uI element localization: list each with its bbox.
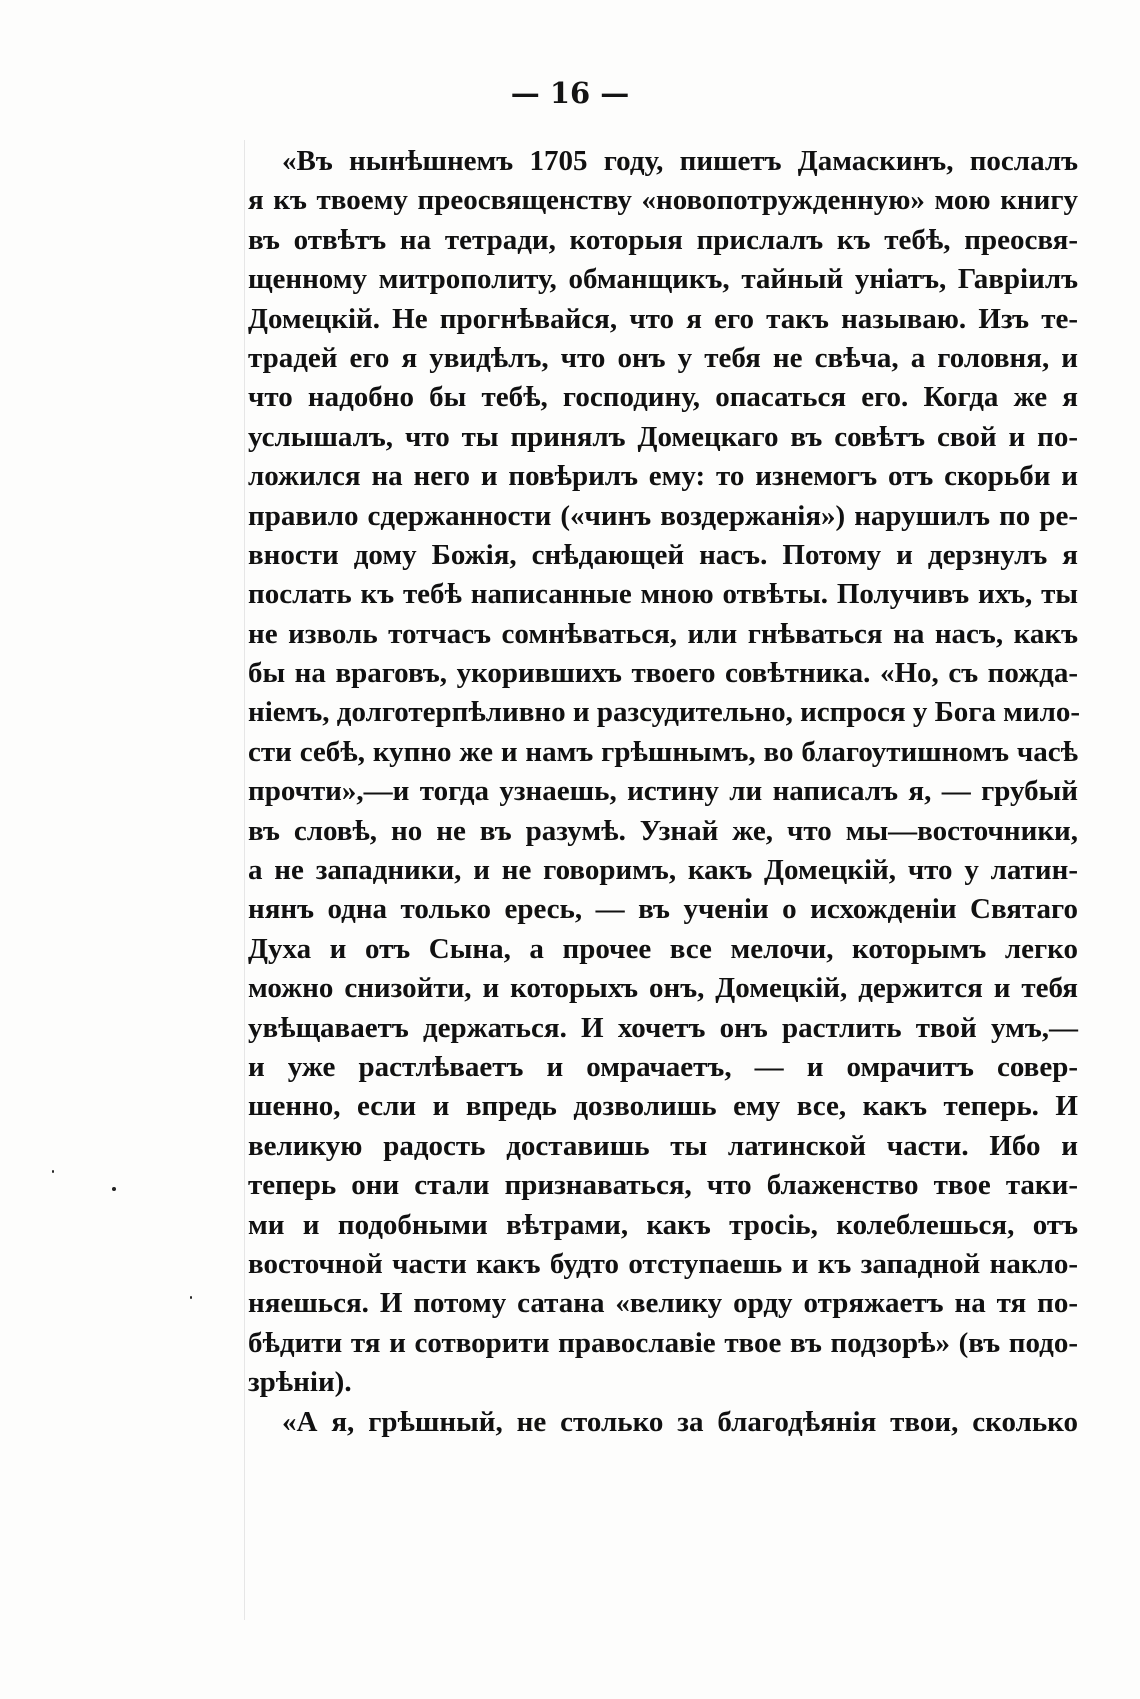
page-number: — 16 — xyxy=(510,76,630,110)
text-line: «А я, грѣшный, не столько за благодѣянія твои, сколько xyxy=(282,1405,1078,1438)
text-line: Домецкій. Не прогнѣвайся, что я его такъ называю. Изъ те- xyxy=(248,302,1078,335)
text-line: великую радость доставишь ты латинской части. Ибо и xyxy=(248,1129,1078,1162)
text-line: услышалъ, что ты принялъ Домецкаго въ совѣтъ свой и по- xyxy=(248,420,1078,453)
text-line: щенному митрополиту, обманщикъ, тайный уніатъ, Гавріилъ xyxy=(248,263,1078,296)
text-line: я къ твоему преосвященству «новопотружденную» мою книгу xyxy=(248,184,1078,217)
text-line: увѣщаваетъ держаться. И хочетъ онъ растлить твой умъ,— xyxy=(248,1011,1078,1044)
text-line: восточной части какъ будто отступаешь и къ западной накло- xyxy=(248,1247,1078,1280)
text-line: Духа и отъ Сына, а прочее все мелочи, которымъ легко xyxy=(248,932,1078,965)
text-line: въ отвѣтъ на тетради, которыя прислалъ къ тебѣ, преосвя- xyxy=(248,223,1078,256)
text-line: нянъ одна только ересь, — въ ученіи о исхожденіи Святаго xyxy=(248,893,1078,926)
text-line: правило сдержанности («чинъ воздержанія») нарушилъ по ре- xyxy=(248,499,1078,532)
text-line: бы на враговъ, укорившихъ твоего совѣтника. «Но, съ пожда- xyxy=(248,657,1078,690)
text-line: ми и подобными вѣтрами, какъ тросіь, колеблешься, отъ xyxy=(248,1208,1078,1241)
text-line: прочти»,—и тогда узнаешь, истину ли написалъ я, — грубый xyxy=(248,775,1078,808)
text-line: въ словѣ, но не въ разумѣ. Узнай же, что мы—восточники, xyxy=(248,814,1078,847)
text-line: вности дому Божія, снѣдающей насъ. Потому и дерзнулъ я xyxy=(248,538,1078,571)
text-line: не изволь тотчасъ сомнѣваться, или гнѣваться на насъ, какъ xyxy=(248,617,1078,650)
scan-speck xyxy=(190,1296,192,1299)
text-line: ложился на него и повѣрилъ ему: то изнемогъ отъ скорьби и xyxy=(248,460,1078,493)
text-line: традей его я увидѣлъ, что онъ у тебя не свѣча, а головня, и xyxy=(248,341,1078,374)
text-line: что надобно бы тебѣ, господину, опасаться его. Когда же я xyxy=(248,381,1078,414)
page-fold-line xyxy=(244,140,245,1620)
text-line: а не западники, и не говоримъ, какъ Домецкій, что у латин- xyxy=(248,854,1078,887)
text-line: послать къ тебѣ написанные мною отвѣты. Получивъ ихъ, ты xyxy=(248,578,1078,611)
text-line: можно снизойти, и которыхъ онъ, Домецкій, держится и тебя xyxy=(248,972,1078,1005)
text-line: и уже растлѣваетъ и омрачаетъ, — и омрачитъ совер- xyxy=(248,1050,1078,1083)
scan-speck xyxy=(112,1187,116,1191)
text-line: бѣдити тя и сотворити православіе твое въ подзорѣ» (въ подо- xyxy=(248,1326,1078,1359)
text-line: ніемъ, долготерпѣливно и разсудительно, испрося у Бога мило- xyxy=(248,696,1081,729)
body-text xyxy=(248,142,1081,1442)
scan-speck xyxy=(52,1170,54,1173)
text-line: шенно, если и впредь дозволишь ему все, какъ теперь. И xyxy=(248,1090,1078,1123)
text-line: няешься. И потому сатана «велику орду отряжаетъ на тя по- xyxy=(248,1287,1078,1320)
text-line: «Въ нынѣшнемъ 1705 году, пишетъ Дамаскинъ, послалъ xyxy=(282,145,1078,177)
text-line: теперь они стали признаваться, что блаженство твое таки- xyxy=(248,1169,1078,1202)
text-line: сти себѣ, купно же и намъ грѣшнымъ, во благоутишномъ часѣ xyxy=(248,735,1078,768)
text-line: зрѣніи). xyxy=(248,1366,352,1399)
